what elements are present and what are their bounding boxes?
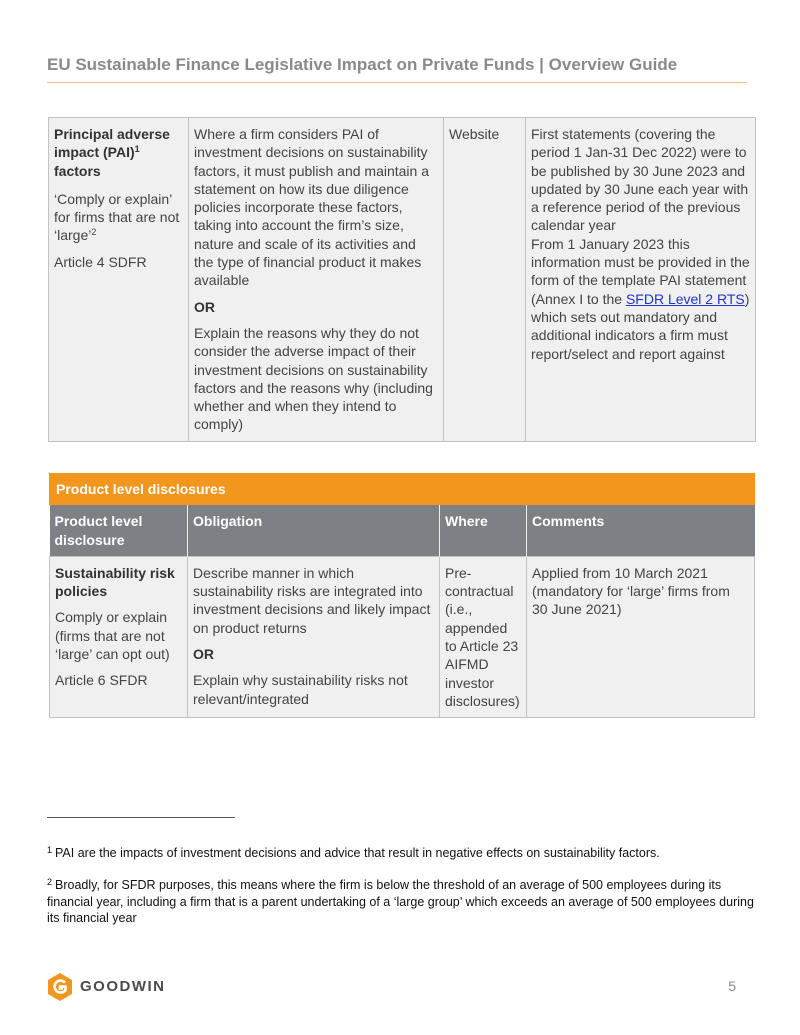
table-row — [49, 118, 756, 442]
or-label: OR — [194, 298, 215, 315]
or-label: OR — [193, 646, 214, 663]
obligation-cell — [189, 118, 444, 442]
obligation-text: Describe manner in which sustainability risks are integrated into investment decisions and likely impact on product returns — [193, 564, 431, 636]
where-cell — [444, 118, 526, 442]
footnote — [47, 842, 757, 862]
footnote-number: 2 — [47, 877, 53, 887]
disclosure-title: Principal adverse impact (PAI)$^1$ factors — [54, 126, 170, 179]
disclosure-title: Sustainability risk policies — [55, 564, 175, 600]
article-ref: Article 6 SFDR — [55, 672, 148, 689]
disclosure-cell — [49, 118, 189, 442]
footnote-ref[interactable]: 2 — [91, 227, 97, 238]
header-divider — [47, 82, 747, 83]
page-title: EU Sustainable Finance Legislative Impact on Private Funds | Overview Guide — [47, 55, 678, 74]
comments-cell — [527, 556, 755, 717]
section-banner: Product level disclosures — [50, 474, 755, 505]
column-header-obligation: Obligation — [188, 505, 440, 557]
company-logo-text: GOODWIN — [80, 978, 166, 995]
comments-text-2: From 1 January 2023 this information must be provided in the form of the template PAI statement (Annex I to the SFDR Level 2 RTS) which sets out mandatory and additional indicators a firm must report/select and report against — [531, 235, 750, 362]
column-header-comments: Comments — [527, 505, 755, 557]
where-cell — [440, 556, 527, 717]
comply-text: Comply or explain (firms that are not ‘large’ can opt out) — [55, 609, 170, 663]
footnote — [47, 874, 757, 927]
column-header-where: Where — [440, 505, 527, 557]
where-text: Website — [449, 126, 500, 142]
footnote-number: 1 — [47, 845, 53, 855]
product-disclosures-table — [49, 473, 755, 718]
comply-text: ‘Comply or explain’ for firms that are not ‘large’$^2$ — [54, 190, 180, 244]
footnote-text: PAI are the impacts of investment decisions and advice that result in negative effects on sustainability factors. — [55, 846, 660, 860]
obligation-alt-text: Explain why sustainability risks not relevant/integrated — [193, 672, 408, 707]
obligation-alt-text: Explain the reasons why they do not consider the adverse impact of their investment decisions on sustainability factors and the reasons why (including whether and when they intend to comply) — [194, 324, 433, 433]
comments-text: Applied from 10 March 2021 (mandatory for ‘large’ firms from 30 June 2021) — [532, 564, 730, 618]
where-text: Pre-contractual (i.e., appended to Article 23 AIFMD investor disclosures) — [445, 564, 520, 709]
article-ref: Article 4 SDFR — [54, 253, 147, 270]
obligation-cell — [188, 556, 440, 717]
table-row — [50, 556, 755, 717]
column-header-disclosure: Product level disclosure — [50, 505, 188, 557]
page-number: 5 — [728, 978, 736, 994]
goodwin-g-logo-icon — [48, 973, 72, 1001]
table-header-row — [50, 505, 755, 557]
footnote-text: Broadly, for SFDR purposes, this means where the firm is below the threshold of an average of 500 employees during its financial year, including a firm that is a parent undertaking of a ‘large group’ which exceeds an average of 500 employees during its financial year — [47, 878, 754, 925]
sfdr-rts-link[interactable]: SFDR Level 2 RTS — [625, 290, 745, 307]
obligation-text: Where a firm considers PAI of investment decisions on sustainability factors, it must publish and maintain a statement on how its due diligence policies incorporate these factors, taking into account the firm’s size, nature and scale of its activities and the type of financial product it makes available — [194, 126, 430, 289]
pai-table — [48, 117, 756, 442]
comments-cell — [526, 118, 756, 442]
footnote-ref[interactable]: 1 — [134, 144, 140, 155]
footnote-divider — [47, 817, 235, 818]
disclosure-cell — [50, 556, 188, 717]
comments-text: First statements (covering the period 1 Jan-31 Dec 2022) were to be published by 30 June 2023 and updated by 30 June each year with a reference period of the previous calendar year — [531, 126, 749, 234]
